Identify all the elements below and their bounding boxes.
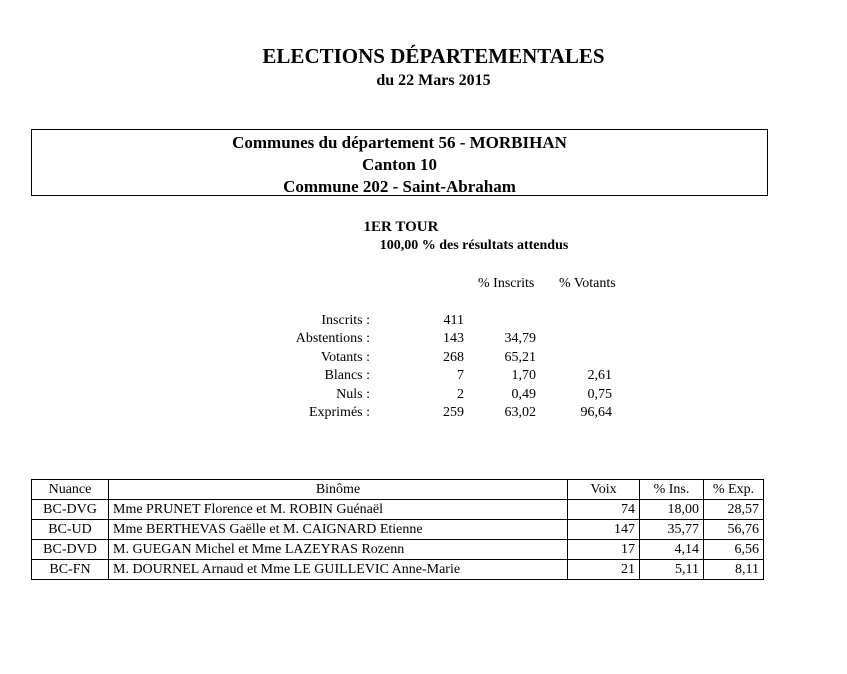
results-table <box>31 479 764 580</box>
header-pct-ins: % Ins. <box>640 480 704 500</box>
cell-voix: 74 <box>568 500 640 520</box>
cell-nuance: BC-DVG <box>32 500 109 520</box>
cell-nuance: BC-UD <box>32 520 109 540</box>
stat-pct-inscrits: 1,70 <box>511 368 536 383</box>
results-row <box>32 520 764 540</box>
results-progress: 100,00 % des résultats attendus <box>379 238 569 253</box>
election-date: du 22 Mars 2015 <box>376 72 491 89</box>
cell-binome: M. DOURNEL Arnaud et Mme LE GUILLEVIC Anne-Marie <box>109 560 568 580</box>
results-row <box>32 540 764 560</box>
commune-label: Commune 202 - Saint-Abraham <box>283 177 516 196</box>
stat-pct-votants: 2,61 <box>587 368 612 383</box>
cell-pct-ins: 18,00 <box>640 500 704 520</box>
results-row <box>32 500 764 520</box>
cell-pct-exp: 8,11 <box>704 560 764 580</box>
stat-label: Abstentions : <box>295 331 370 346</box>
stat-count: 411 <box>443 313 464 328</box>
col-header-pct-inscrits: % Inscrits <box>478 276 535 291</box>
round-label: 1ER TOUR <box>363 219 439 235</box>
stat-pct-inscrits: 63,02 <box>504 405 536 420</box>
cell-pct-ins: 35,77 <box>640 520 704 540</box>
cell-pct-ins: 4,14 <box>640 540 704 560</box>
cell-pct-exp: 6,56 <box>704 540 764 560</box>
stat-label: Exprimés : <box>308 405 370 420</box>
departement-label: Communes du département 56 - MORBIHAN <box>232 133 567 152</box>
cell-nuance: BC-DVD <box>32 540 109 560</box>
stat-pct-votants: 96,64 <box>580 405 612 420</box>
cell-pct-exp: 56,76 <box>704 520 764 540</box>
stat-pct-inscrits: 0,49 <box>511 387 536 402</box>
stat-label: Nuls : <box>336 387 370 402</box>
stat-count: 7 <box>457 368 464 383</box>
stat-count: 2 <box>457 387 464 402</box>
stat-count: 268 <box>443 350 464 365</box>
results-header-row <box>32 480 764 500</box>
stat-count: 143 <box>443 331 464 346</box>
stat-pct-inscrits: 65,21 <box>504 350 536 365</box>
cell-binome: Mme PRUNET Florence et M. ROBIN Guénaël <box>109 500 568 520</box>
header-voix: Voix <box>568 480 640 500</box>
cell-binome: Mme BERTHEVAS Gaëlle et M. CAIGNARD Etienne <box>109 520 568 540</box>
cell-pct-ins: 5,11 <box>640 560 704 580</box>
page-title: ELECTIONS DÉPARTEMENTALES <box>262 44 605 68</box>
col-header-pct-votants: % Votants <box>559 276 616 291</box>
results-row <box>32 560 764 580</box>
cell-binome: M. GUEGAN Michel et Mme LAZEYRAS Rozenn <box>109 540 568 560</box>
header-pct-exp: % Exp. <box>704 480 764 500</box>
cell-nuance: BC-FN <box>32 560 109 580</box>
header-binome: Binôme <box>109 480 568 500</box>
stat-pct-inscrits: 34,79 <box>504 331 536 346</box>
cell-voix: 17 <box>568 540 640 560</box>
stat-label: Blancs : <box>324 368 370 383</box>
location-box <box>31 129 768 196</box>
header-nuance: Nuance <box>32 480 109 500</box>
cell-voix: 147 <box>568 520 640 540</box>
stat-label: Votants : <box>320 350 370 365</box>
cell-voix: 21 <box>568 560 640 580</box>
stat-count: 259 <box>443 405 464 420</box>
stat-label: Inscrits : <box>321 313 370 328</box>
cell-pct-exp: 28,57 <box>704 500 764 520</box>
canton-label: Canton 10 <box>361 155 438 174</box>
stat-pct-votants: 0,75 <box>587 387 612 402</box>
